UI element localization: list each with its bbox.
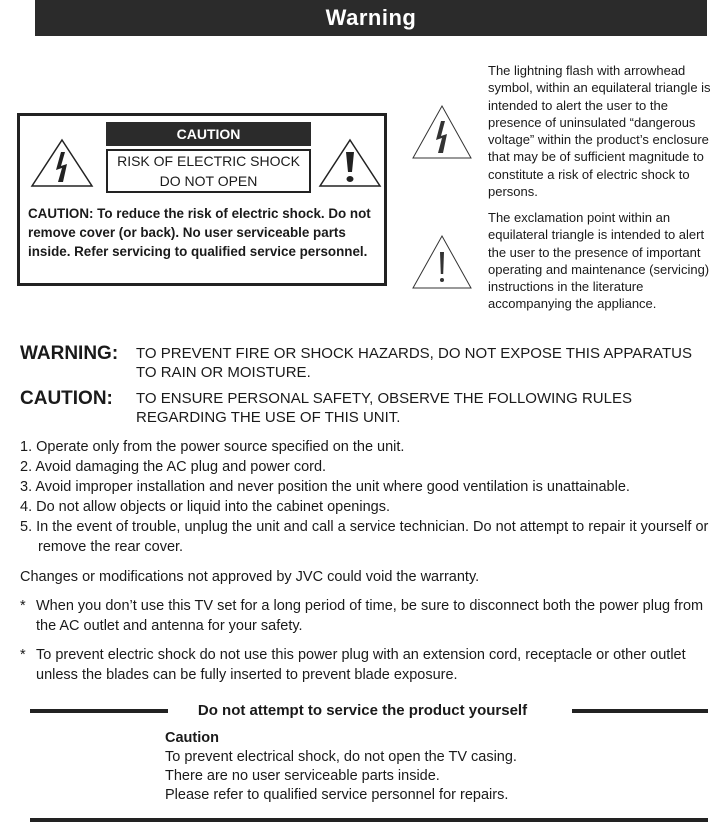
caution-instructions: CAUTION: To reduce the risk of electric shock. Do not remove cover (or back). No user serviceable parts inside. Refer servicing to qualified service personnel.: [28, 206, 371, 259]
caution-text: TO ENSURE PERSONAL SAFETY, OBSERVE THE FOLLOWING RULES REGARDING THE USE OF THIS UNIT.: [136, 390, 632, 426]
risk-line-2: DO NOT OPEN: [159, 173, 258, 189]
caution-label-box: [17, 113, 387, 286]
service-caution: [165, 729, 605, 805]
note-text: To prevent electric shock do not use this power plug with an extension cord, receptacle or other outlet unless the blades can be fully inserted to prevent blade exposure.: [36, 647, 686, 683]
list-item: 4. Do not allow objects or liquid into the cabinet openings.: [20, 499, 390, 515]
warning-text: TO PREVENT FIRE OR SHOCK HAZARDS, DO NOT EXPOSE THIS APPARATUS TO RAIN OR MOISTURE.: [136, 345, 692, 381]
page-title: Warning: [35, 0, 707, 36]
lightning-symbol-description: The lightning flash with arrowhead symbol, within an equilateral triangle is intended to alert the user to the presence of uninsulated “dangerous voltage” within the product’s enclosure that may be of sufficient magnitude to constitute a risk of electric shock to persons.: [488, 63, 711, 200]
caution-label: CAUTION:: [20, 388, 113, 409]
service-caution-title: Caution: [165, 730, 219, 746]
note-item: [20, 596, 710, 636]
caution-header: CAUTION: [106, 122, 311, 146]
exclamation-warning-icon: [318, 138, 382, 188]
service-caution-line: Please refer to qualified service personnel for repairs.: [165, 787, 509, 803]
risk-line-1: RISK OF ELECTRIC SHOCK: [117, 153, 300, 169]
warning-label: WARNING:: [20, 343, 119, 364]
warranty-note: Changes or modifications not approved by JVC could void the warranty.: [20, 569, 480, 585]
lightning-warning-icon: [30, 138, 94, 188]
asterisk-mark: *: [20, 598, 26, 614]
list-item: 1. Operate only from the power source specified on the unit.: [20, 439, 405, 455]
bottom-divider: [30, 818, 708, 822]
risk-of-shock-label: [106, 149, 311, 193]
lightning-symbol-icon: [411, 104, 473, 160]
list-item: 5. In the event of trouble, unplug the unit and call a service technician. Do not attempt to repair it yourself or remove the rear cover.: [20, 519, 709, 555]
note-text: When you don’t use this TV set for a long period of time, be sure to disconnect both the power plug from the AC outlet and antenna for your safety.: [36, 598, 704, 634]
exclamation-symbol-description: The exclamation point within an equilateral triangle is intended to alert the user to the presence of important operating and maintenance (servicing) instructions in the literature accompanying the appliance.: [488, 210, 710, 312]
divider: [572, 709, 708, 713]
service-caution-line: To prevent electrical shock, do not open the TV casing.: [165, 749, 517, 765]
exclamation-symbol-icon: [411, 234, 473, 290]
service-caution-line: There are no user serviceable parts inside.: [165, 768, 440, 784]
list-item: 2. Avoid damaging the AC plug and power cord.: [20, 459, 327, 475]
list-item: 3. Avoid improper installation and never position the unit where good ventilation is unattainable.: [20, 479, 630, 495]
safety-rules-list: [20, 437, 725, 557]
asterisk-mark: *: [20, 647, 26, 663]
service-heading: Do not attempt to service the product yourself: [197, 702, 528, 719]
note-item: [20, 645, 710, 685]
